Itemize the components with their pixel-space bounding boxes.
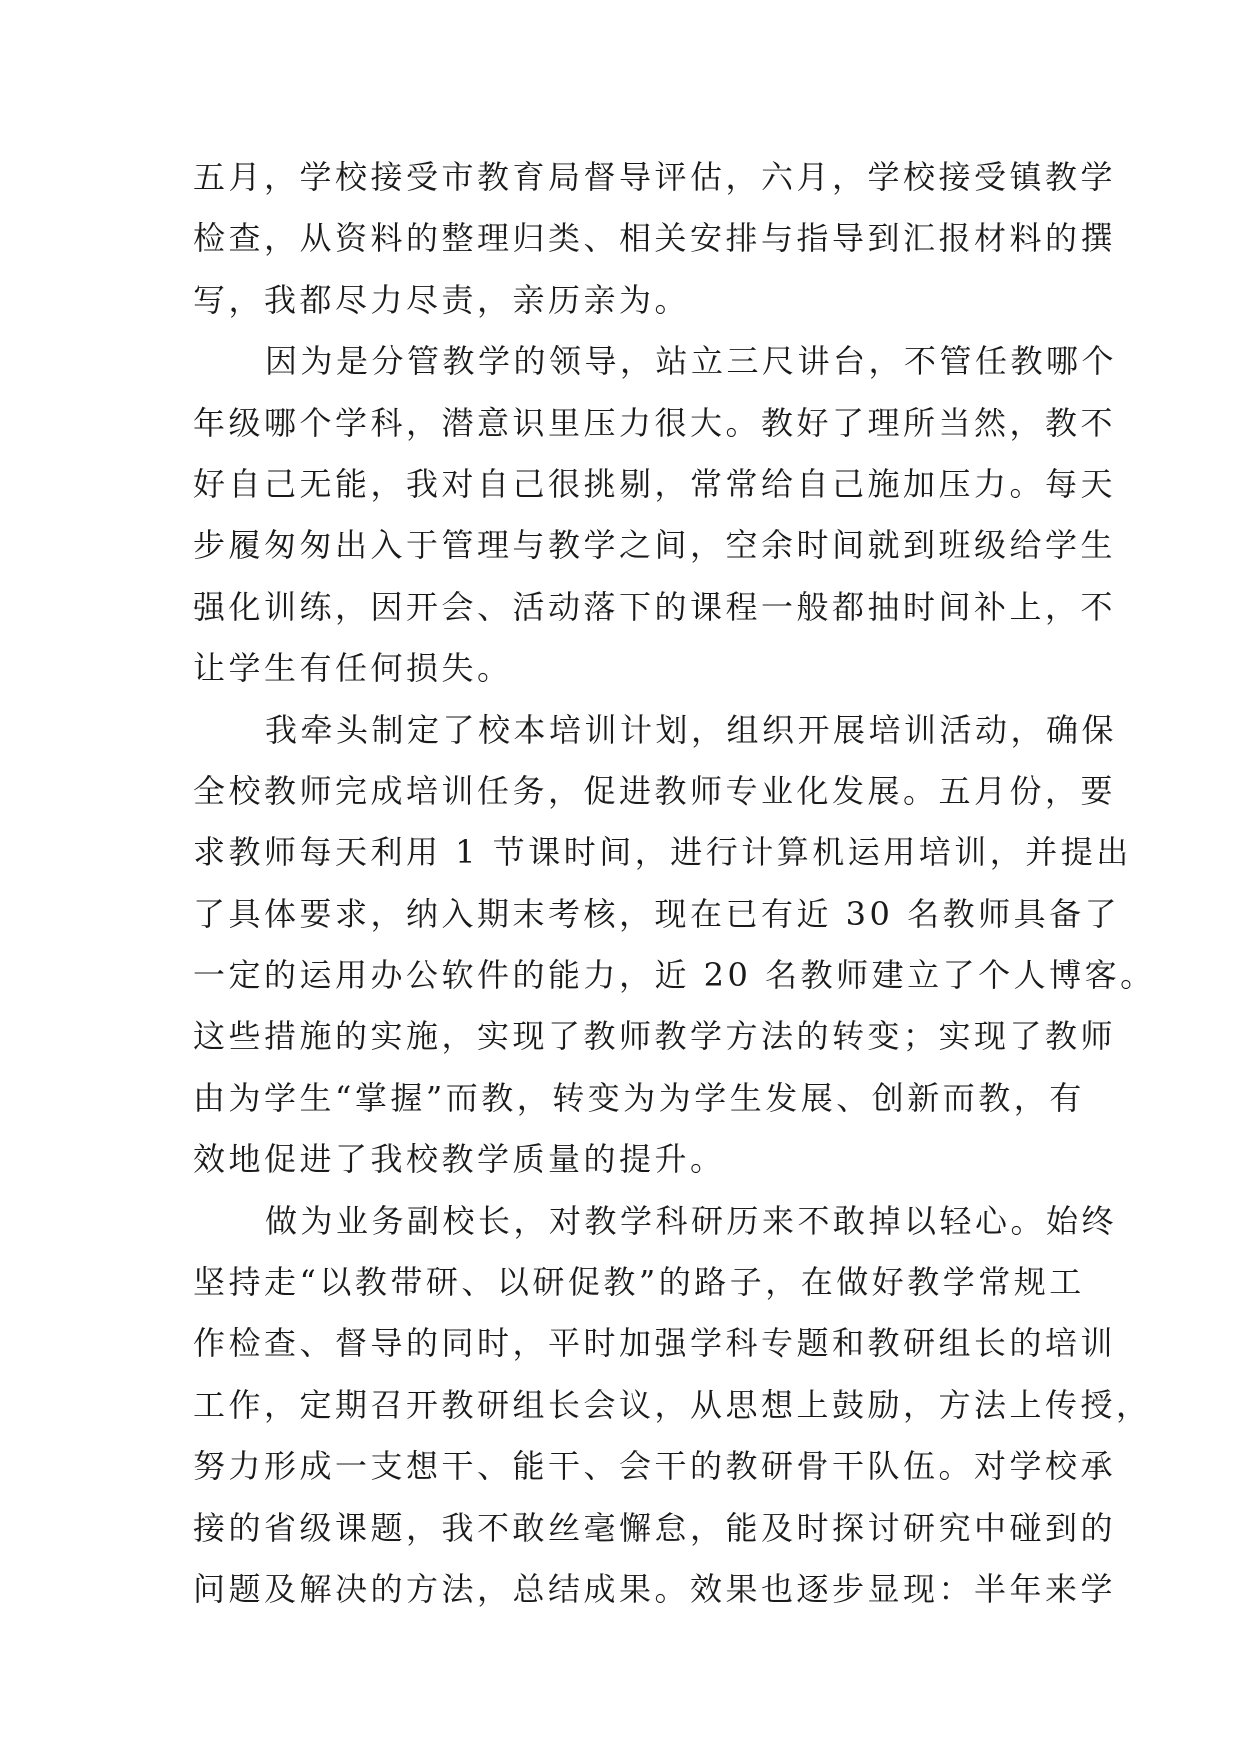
text-line: 写，我都尽力尽责，亲历亲为。 xyxy=(193,280,691,319)
document-body xyxy=(193,157,1156,1630)
text-line: 一定的运用办公软件的能力，近 20 名教师建立了个人博客。 xyxy=(193,956,1156,995)
text-line: 做为业务副校长，对教学科研历来不敢掉以轻心。始终 xyxy=(265,1201,1118,1240)
text-line: 求教师每天利用 1 节课时间，进行计算机运用培训，并提出 xyxy=(193,833,1132,872)
text-line: 步履匆匆出入于管理与教学之间，空余时间就到班级给学生 xyxy=(193,526,1117,565)
text-line: 好自己无能，我对自己很挑剔，常常给自己施加压力。每天 xyxy=(193,464,1117,503)
text-line: 由为学生“掌握”而教，转变为为学生发展、创新而教，有 xyxy=(193,1078,1085,1117)
paragraph-1 xyxy=(193,157,1117,341)
paragraph-2 xyxy=(193,341,1118,709)
text-line: 五月，学校接受市教育局督导评估，六月，学校接受镇教学 xyxy=(193,158,1117,196)
text-line: 我牵头制定了校本培训计划，组织开展培训活动，确保 xyxy=(265,710,1118,749)
text-line: 作检查、督导的同时，平时加强学科专题和教研组长的培训 xyxy=(193,1324,1117,1363)
text-line: 了具体要求，纳入期末考核，现在已有近 30 名教师具备了 xyxy=(193,894,1121,933)
text-line: 因为是分管教学的领导，站立三尺讲台，不管任教哪个 xyxy=(265,342,1118,381)
text-line: 接的省级课题，我不敢丝毫懈怠，能及时探讨研究中碰到的 xyxy=(193,1508,1117,1547)
text-line: 这些措施的实施，实现了教师教学方法的转变；实现了教师 xyxy=(193,1017,1117,1056)
text-line: 工作，定期召开教研组长会议，从思想上鼓励，方法上传授， xyxy=(193,1385,1152,1424)
text-line: 坚持走“以教带研、以研促教”的路子，在做好教学常规工 xyxy=(193,1263,1085,1302)
text-line: 年级哪个学科，潜意识里压力很大。教好了理所当然，教不 xyxy=(193,403,1117,442)
text-line: 检查，从资料的整理归类、相关安排与指导到汇报材料的撰 xyxy=(193,219,1117,258)
paragraph-3 xyxy=(193,710,1156,1201)
text-line: 努力形成一支想干、能干、会干的教研骨干队伍。对学校承 xyxy=(193,1447,1117,1486)
text-line: 让学生有任何损失。 xyxy=(193,649,513,688)
paragraph-4 xyxy=(193,1201,1152,1631)
text-line: 问题及解决的方法，总结成果。效果也逐步显现：半年来学 xyxy=(193,1569,1117,1608)
text-line: 强化训练，因开会、活动落下的课程一般都抽时间补上，不 xyxy=(193,587,1117,626)
text-line: 全校教师完成培训任务，促进教师专业化发展。五月份，要 xyxy=(193,771,1117,810)
text-line: 效地促进了我校教学质量的提升。 xyxy=(193,1140,726,1179)
